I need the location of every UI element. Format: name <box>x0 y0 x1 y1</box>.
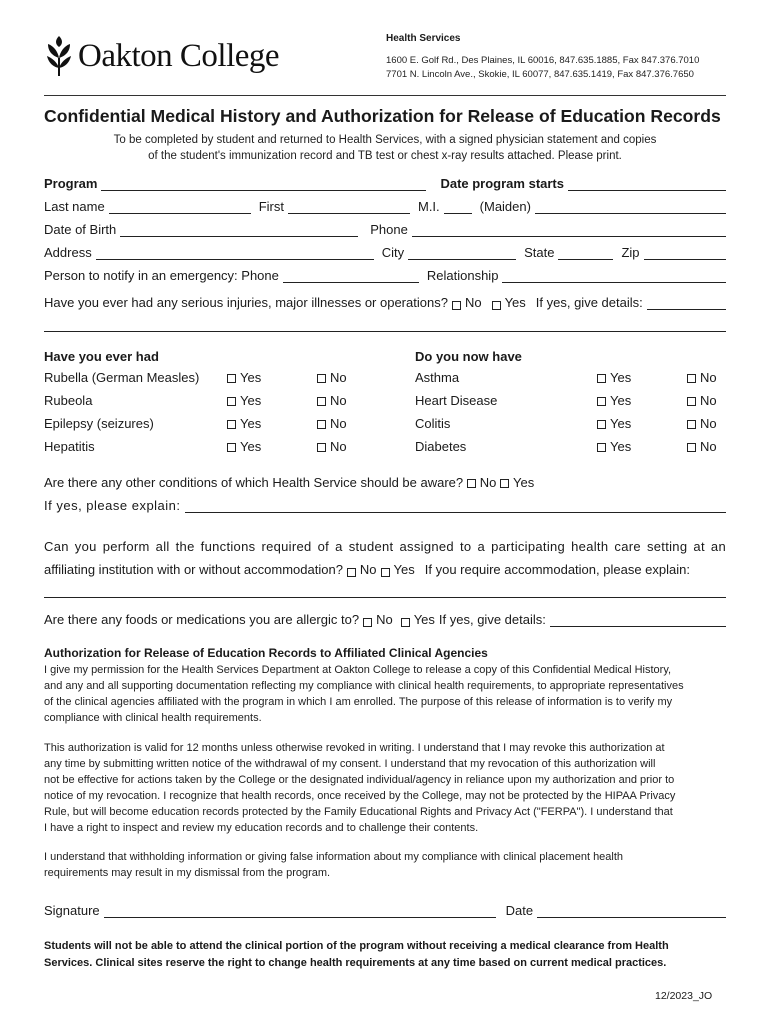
if-yes-details-label: If yes, give details: <box>535 295 643 310</box>
no-label: No <box>700 439 717 454</box>
checkbox-icon[interactable] <box>317 374 326 383</box>
date-program-starts-field[interactable] <box>568 178 726 191</box>
no-label: No <box>359 562 377 577</box>
last-name-field[interactable] <box>109 201 251 214</box>
address-label: Address <box>44 245 92 260</box>
yes-label: Yes <box>610 370 632 385</box>
colitis-no[interactable] <box>687 416 717 431</box>
checkbox-icon[interactable] <box>227 443 236 452</box>
text-line: not be effective for actions taken by the College or the designated individual/agency in reliance upon my authorization and prior to <box>44 774 675 786</box>
first-name-label: First <box>258 199 284 214</box>
dob-label: Date of Birth <box>44 222 117 237</box>
form-title: Confidential Medical History and Authorization for Release of Education Records <box>44 106 721 126</box>
functions-row <box>44 562 726 577</box>
other-no-checkbox[interactable] <box>467 479 476 488</box>
rubeola-yes[interactable] <box>227 393 261 408</box>
no-label: No <box>330 393 347 408</box>
allergy-question: Are there any foods or medications you are allergic to? <box>44 612 360 627</box>
injuries-details-line-2[interactable] <box>44 331 726 332</box>
oak-leaf-icon <box>44 34 74 78</box>
program-row <box>44 176 726 191</box>
injuries-question: Have you ever had any serious injuries, major illnesses or operations? <box>44 295 448 310</box>
allergy-no-checkbox[interactable] <box>363 618 372 627</box>
signature-label: Signature <box>44 903 100 918</box>
last-name-label: Last name <box>44 199 105 214</box>
rubeola-no[interactable] <box>317 393 347 408</box>
notice-line: Students will not be able to attend the clinical portion of the program without receiving a medical clearance from Health <box>44 940 669 952</box>
epilepsy-no[interactable] <box>317 416 347 431</box>
yes-label: Yes <box>513 475 535 490</box>
checkbox-icon[interactable] <box>687 374 696 383</box>
mi-label: M.I. <box>417 199 440 214</box>
condition-diabetes: Diabetes <box>415 439 467 454</box>
yes-label: Yes <box>240 370 262 385</box>
checkbox-icon[interactable] <box>317 443 326 452</box>
no-label: No <box>700 393 717 408</box>
clearance-notice <box>44 938 726 972</box>
oakton-logo <box>44 34 279 78</box>
no-label: No <box>700 370 717 385</box>
allergy-row <box>44 612 726 627</box>
dob-field[interactable] <box>120 224 358 237</box>
condition-colitis: Colitis <box>415 416 451 431</box>
yes-label: Yes <box>393 562 415 577</box>
functions-yes-checkbox[interactable] <box>381 568 390 577</box>
text-line: any time by submitting written notice of the withdrawal of my consent. I understand that my revocation of this authorization will <box>44 758 656 770</box>
no-label: No <box>464 295 482 310</box>
name-row <box>44 199 726 214</box>
authorization-paragraph-3 <box>44 849 734 881</box>
zip-label: Zip <box>621 245 640 260</box>
functions-no-checkbox[interactable] <box>347 568 356 577</box>
colitis-yes[interactable] <box>597 416 631 431</box>
injuries-row <box>44 295 726 310</box>
allergy-yes-checkbox[interactable] <box>401 618 410 627</box>
checkbox-icon[interactable] <box>227 420 236 429</box>
yes-label: Yes <box>413 612 435 627</box>
maiden-field[interactable] <box>535 201 726 214</box>
checkbox-icon[interactable] <box>597 420 606 429</box>
diabetes-yes[interactable] <box>597 439 631 454</box>
yes-label: Yes <box>610 416 632 431</box>
yes-label: Yes <box>240 416 262 431</box>
no-label: No <box>376 612 393 627</box>
rubella-yes[interactable] <box>227 370 261 385</box>
checkbox-icon[interactable] <box>687 420 696 429</box>
instructions-line-2: of the student's immunization record and TB test or chest x-ray results attached. Please print. <box>148 150 622 162</box>
city-label: City <box>381 245 405 260</box>
emergency-row <box>44 268 726 283</box>
dob-row <box>44 222 726 237</box>
checkbox-icon[interactable] <box>597 374 606 383</box>
injuries-no-checkbox[interactable] <box>452 301 461 310</box>
yes-label: Yes <box>610 439 632 454</box>
other-conditions-row <box>44 475 534 490</box>
functions-question-line-2: affiliating institution with or without accommodation? <box>44 562 343 577</box>
no-label: No <box>330 370 347 385</box>
text-line: I have a right to inspect and review my education records and to challenge their contents. <box>44 822 479 834</box>
address-line-2: 7701 N. Lincoln Ave., Skokie, IL 60077, 847.635.1419, Fax 847.376.7650 <box>386 69 694 80</box>
functions-question-line-1: Can you perform all the functions required of a student assigned to a participating health care setting at an <box>44 539 726 554</box>
other-yes-checkbox[interactable] <box>500 479 509 488</box>
epilepsy-yes[interactable] <box>227 416 261 431</box>
condition-asthma: Asthma <box>415 370 460 385</box>
no-label: No <box>479 475 497 490</box>
mi-field[interactable] <box>444 201 472 214</box>
address-line-1: 1600 E. Golf Rd., Des Plaines, IL 60016, 847.635.1885, Fax 847.376.7010 <box>386 55 700 66</box>
emergency-phone-field[interactable] <box>283 270 419 283</box>
emergency-phone-label: Person to notify in an emergency: Phone <box>44 268 279 283</box>
first-name-field[interactable] <box>288 201 410 214</box>
asthma-no[interactable] <box>687 370 717 385</box>
allergy-details-field[interactable] <box>550 614 726 627</box>
do-you-now-have-heading: Do you now have <box>415 349 522 364</box>
text-line: notice of my revocation. I recognize that health records, once received by the College, may not be protected by the HIPAA Privacy <box>44 790 676 802</box>
text-line: compliance with clinical health requirements. <box>44 712 262 724</box>
zip-field[interactable] <box>644 247 726 260</box>
condition-epilepsy: Epilepsy (seizures) <box>44 416 154 431</box>
no-label: No <box>700 416 717 431</box>
text-line: This authorization is valid for 12 months unless otherwise revoked in writing. I understand that I may revoke this authorization at <box>44 742 665 754</box>
text-line: and any and all supporting documentation reflecting my compliance with clinical health requirements, to appropriate representatives <box>44 680 684 692</box>
date-program-starts-label: Date program starts <box>440 176 564 191</box>
phone-label: Phone <box>370 222 408 237</box>
authorization-title: Authorization for Release of Education Records to Affiliated Clinical Agencies <box>44 646 488 660</box>
city-field[interactable] <box>408 247 516 260</box>
condition-rubella: Rubella (German Measles) <box>44 370 200 385</box>
yes-label: Yes <box>610 393 632 408</box>
phone-field[interactable] <box>412 224 726 237</box>
accommodation-field[interactable] <box>44 597 726 598</box>
instructions-line-1: To be completed by student and returned to Health Services, with a signed physician statement and copies <box>113 134 657 146</box>
if-yes-explain-label: If yes, please explain: <box>44 498 181 513</box>
hepatitis-yes[interactable] <box>227 439 261 454</box>
asthma-yes[interactable] <box>597 370 631 385</box>
no-label: No <box>330 439 347 454</box>
checkbox-icon[interactable] <box>597 443 606 452</box>
explain-row <box>44 498 726 513</box>
state-label: State <box>524 245 555 260</box>
signature-row <box>44 903 726 918</box>
heart-disease-no[interactable] <box>687 393 717 408</box>
injuries-yes-checkbox[interactable] <box>492 301 501 310</box>
checkbox-icon[interactable] <box>597 397 606 406</box>
checkbox-icon[interactable] <box>687 443 696 452</box>
date-field[interactable] <box>537 905 726 918</box>
accommodation-label: If you require accommodation, please explain: <box>424 562 690 577</box>
checkbox-icon[interactable] <box>317 420 326 429</box>
checkbox-icon[interactable] <box>227 374 236 383</box>
yes-label: Yes <box>240 393 262 408</box>
yes-label: Yes <box>240 439 262 454</box>
relationship-field[interactable] <box>502 270 726 283</box>
maiden-label: (Maiden) <box>479 199 531 214</box>
checkbox-icon[interactable] <box>317 397 326 406</box>
address-row <box>44 245 726 260</box>
signature-field[interactable] <box>104 905 496 918</box>
yes-label: Yes <box>504 295 526 310</box>
form-code: 12/2023_JO <box>655 990 713 1002</box>
text-line: of the clinical agencies affiliated with the program in which I am enrolled. The purpose of this release of information is to verify my <box>44 696 673 708</box>
program-field[interactable] <box>101 178 426 191</box>
text-line: I give my permission for the Health Services Department at Oakton College to release a copy of this Confidential Medical History, <box>44 664 672 676</box>
condition-hepatitis: Hepatitis <box>44 439 95 454</box>
address-field[interactable] <box>96 247 374 260</box>
checkbox-icon[interactable] <box>227 397 236 406</box>
other-conditions-question: Are there any other conditions of which Health Service should be aware? <box>44 475 464 490</box>
text-line: Rule, but will become education records protected by the Family Educational Rights and Privacy Act ("FERPA"). I understand that <box>44 806 673 818</box>
header-divider <box>44 95 726 96</box>
program-label: Program <box>44 176 98 191</box>
rubella-no[interactable] <box>317 370 347 385</box>
date-label: Date <box>505 903 534 918</box>
dept-title: Health Services <box>386 33 461 44</box>
explain-field[interactable] <box>185 500 726 513</box>
checkbox-icon[interactable] <box>687 397 696 406</box>
allergy-details-label: If yes, give details: <box>438 612 546 627</box>
hepatitis-no[interactable] <box>317 439 347 454</box>
logo-wordmark: Oakton College <box>78 37 280 74</box>
authorization-paragraph-2 <box>44 740 734 836</box>
injuries-details-field[interactable] <box>647 297 726 310</box>
no-label: No <box>330 416 347 431</box>
have-you-ever-had-heading: Have you ever had <box>44 349 159 364</box>
state-field[interactable] <box>558 247 613 260</box>
condition-heart-disease: Heart Disease <box>415 393 498 408</box>
relationship-label: Relationship <box>426 268 499 283</box>
authorization-paragraph-1 <box>44 662 734 726</box>
text-line: I understand that withholding information or giving false information about my compliance with clinical placement health <box>44 851 624 863</box>
condition-rubeola: Rubeola <box>44 393 93 408</box>
diabetes-no[interactable] <box>687 439 717 454</box>
heart-disease-yes[interactable] <box>597 393 631 408</box>
text-line: requirements may result in my dismissal from the program. <box>44 867 331 879</box>
notice-line: Services. Clinical sites reserve the right to change health requirements at any time based on current medical practices. <box>44 957 667 969</box>
